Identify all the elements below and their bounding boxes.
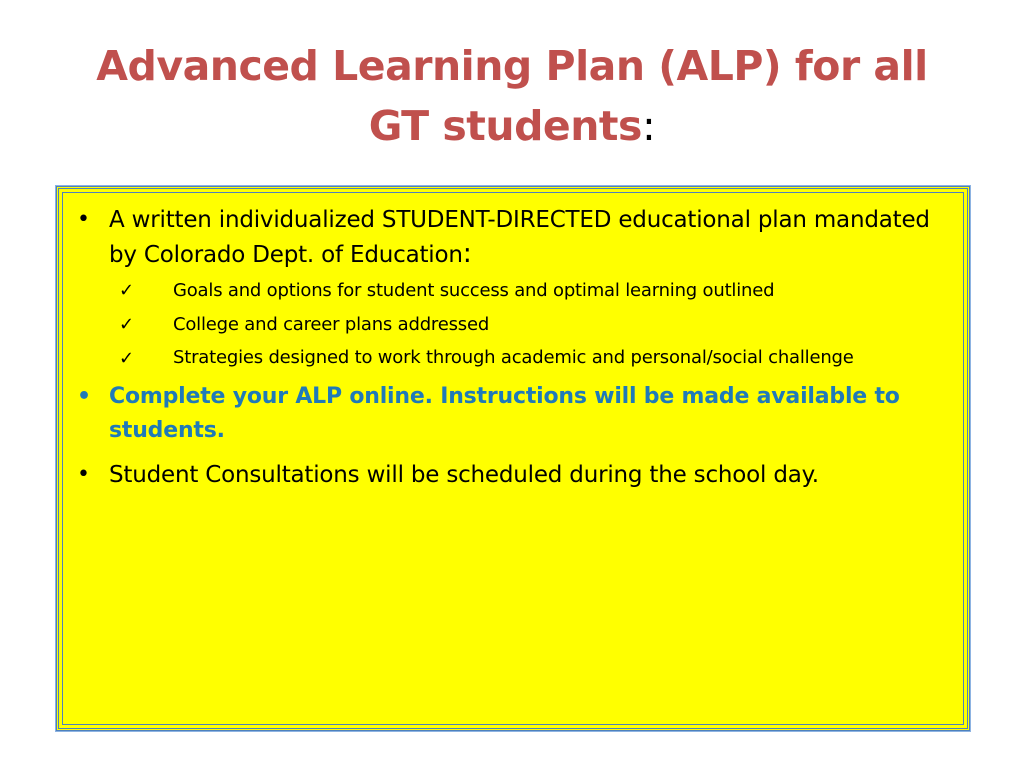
title-line-2: GT students [368, 102, 642, 150]
sub-item-goals [109, 278, 953, 304]
bullet-icon: • [77, 462, 90, 487]
sub-list [109, 278, 953, 370]
content-box [56, 186, 970, 731]
bullet-text: A written individualized STUDENT-DIRECTED educational plan mandated by Colorado Dept. of Education [109, 207, 930, 268]
sub-item-text: Goals and options for student success and optimal learning outlined [173, 280, 775, 301]
sub-item-career-plans [109, 312, 953, 338]
bullet-text: Student Consultations will be scheduled during the school day. [109, 462, 819, 488]
bullet-icon: • [77, 207, 90, 232]
sub-item-text: College and career plans addressed [173, 314, 490, 335]
checkmark-icon: ✓ [119, 314, 134, 335]
bullet-icon: • [77, 384, 91, 409]
checkmark-icon: ✓ [119, 280, 134, 301]
bullet-text: Complete your ALP online. Instructions will be made available to students. [109, 384, 900, 443]
title-line-1: Advanced Learning Plan (ALP) for all [96, 42, 928, 90]
title-colon: : [641, 102, 656, 150]
slide-title [60, 36, 964, 156]
bullet-suffix: : [462, 238, 472, 269]
checkmark-icon: ✓ [119, 348, 134, 369]
bullet-item-complete-online [73, 380, 953, 448]
bullet-item-alp-definition [73, 203, 953, 370]
sub-item-text: Strategies designed to work through academic and personal/social challenge [173, 347, 854, 368]
bullet-item-consultations [73, 458, 953, 492]
bullet-list [73, 203, 953, 492]
sub-item-strategies [109, 346, 953, 370]
